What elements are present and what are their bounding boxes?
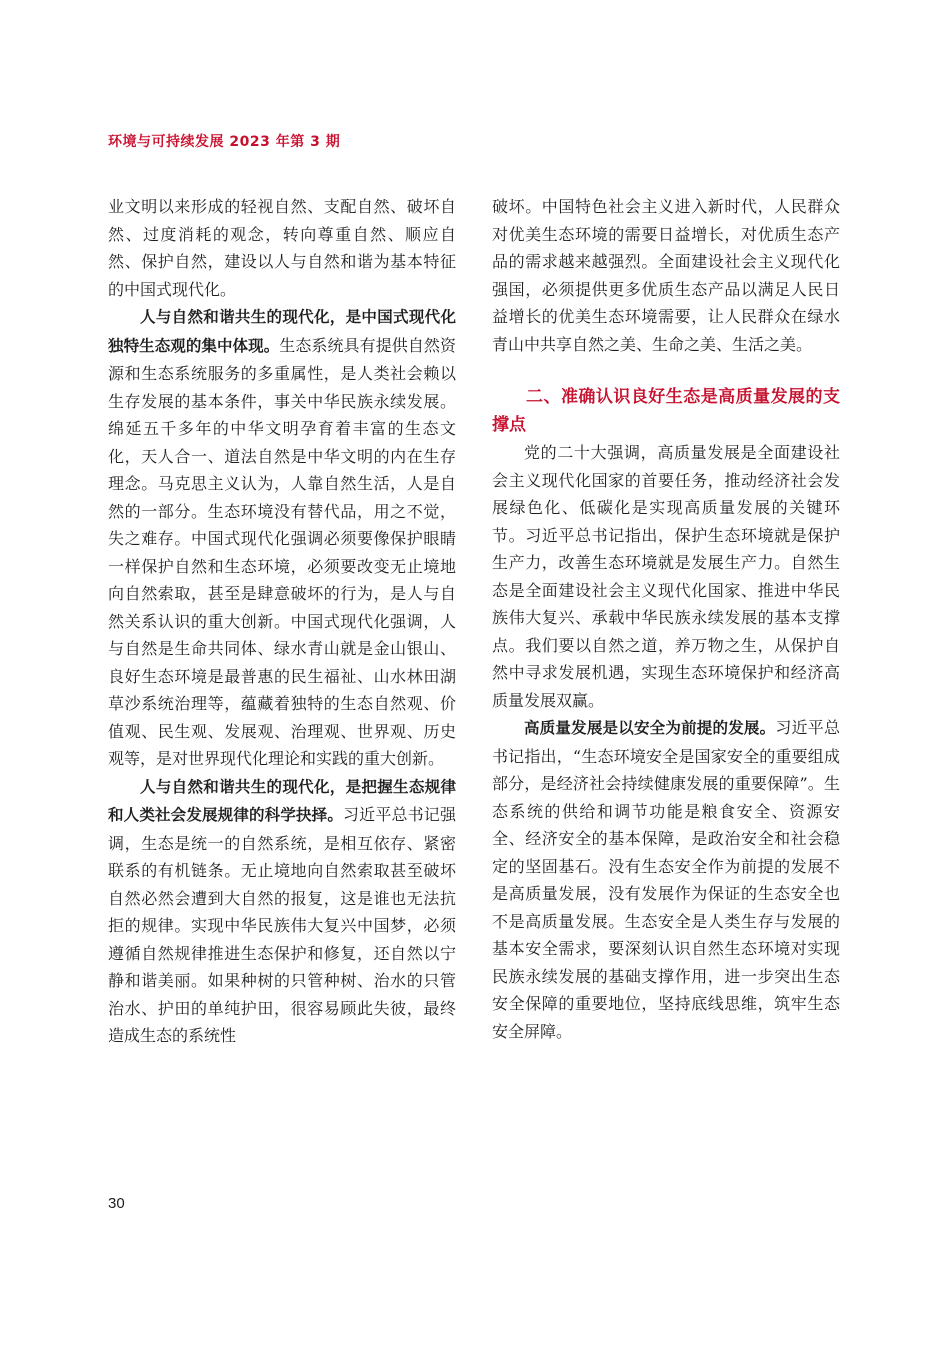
paragraph-ecological-view [108, 303, 456, 773]
paragraph-body: 习近平总书记指出，“生态环境安全是国家安全的重要组成部分，是经济社会持续健康发展的重要保障”。生态系统的供给和调节功能是粮食安全、资源安全、经济安全的基本保障，是政治安全和社会稳定的坚固基石。没有生态安全作为前提的发展不是高质量发展，没有发展作为保证的生态安全也不是高质量发展。生态安全是人类生存与发展的基本安全需求，要深刻认识自然生态环境对实现民族永续发展的基础支撑作用，进一步突出生态安全保障的重要地位，坚持底线思维，筑牢生态安全屏障。 [492, 718, 840, 1041]
paragraph-high-quality-development: 党的二十大强调，高质量发展是全面建设社会主义现代化国家的首要任务，推动经济社会发展绿色化、低碳化是实现高质量发展的关键环节。习近平总书记指出，保护生态环境就是保护生产力，改善生态环境就是发展生产力。自然生态是全面建设社会主义现代化国家、推进中华民族伟大复兴、承载中华民族永续发展的基本支撑点。我们要以自然之道，养万物之生，从保护自然中寻求发展机遇，实现生态环境保护和经济高质量发展双赢。 [492, 443, 840, 710]
paragraph-body: 生态系统具有提供自然资源和生态系统服务的多重属性，是人类社会赖以生存发展的基本条件，事关中华民族永续发展。绵延五千多年的中华文明孕育着丰富的生态文化，天人合一、道法自然是中华文明的内在生存理念。马克思主义认为，人靠自然生活，人是自然的一部分。生态环境没有替代品，用之不觉，失之难存。中国式现代化强调必须要像保护眼睛一样保护自然和生态环境，必须要改变无止境地向自然索取，甚至是肆意破坏的行为，是人与自然关系认识的重大创新。中国式现代化强调，人与自然是生命共同体、绿水青山就是金山银山、良好生态环境是最普惠的民生福祉、山水林田湖草沙系统治理等，蕴藏着独特的生态自然观、价值观、民生观、发展观、治理观、世界观、历史观等，是对世界现代化理论和实践的重大创新。 [108, 335, 456, 768]
paragraph-body: 习近平总书记强调，生态是统一的自然系统，是相互依存、紧密联系的有机链条。无止境地向自然索取甚至破坏自然必然会遭到大自然的报复，这是谁也无法抗拒的规律。实现中华民族伟大复兴中国梦，必须遵循自然规律推进生态保护和修复，还自然以宁静和谐美丽。如果种树的只管种树、治水的只管治水、护田的单纯护田，很容易顾此失彼，最终造成生态的系统性 [108, 805, 456, 1045]
paragraph-lead: 人与自然和谐共生的现代化，是把握生态规律和人类社会发展规律的科学抉择。 [108, 777, 456, 824]
right-column [492, 193, 840, 1045]
journal-header: 环境与可持续发展 2023 年第 3 期 [108, 134, 341, 150]
paragraph-scientific-choice [108, 773, 456, 1050]
paragraph-security-premise [492, 714, 840, 1045]
left-column [108, 193, 456, 1050]
paragraph-continued: 破坏。中国特色社会主义进入新时代，人民群众对优美生态环境的需要日益增长，对优质生态产品的需求越来越强烈。全面建设社会主义现代化强国，必须提供更多优质生态产品以满足人民日益增长的优美生态环境需要，让人民群众在绿水青山中共享自然之美、生命之美、生活之美。 [492, 197, 840, 354]
paragraph-lead: 高质量发展是以安全为前提的发展。 [524, 719, 776, 737]
paragraph-lead: 人与自然和谐共生的现代化，是中国式现代化独特生态观的集中体现。 [108, 308, 456, 355]
paragraph-continued: 业文明以来形成的轻视自然、支配自然、破坏自然、过度消耗的观念，转向尊重自然、顺应自然、保护自然，建设以人与自然和谐为基本特征的中国式现代化。 [108, 197, 456, 299]
section-heading: 二、准确认识良好生态是高质量发展的支撑点 [492, 387, 840, 435]
page-number: 30 [108, 1195, 125, 1212]
